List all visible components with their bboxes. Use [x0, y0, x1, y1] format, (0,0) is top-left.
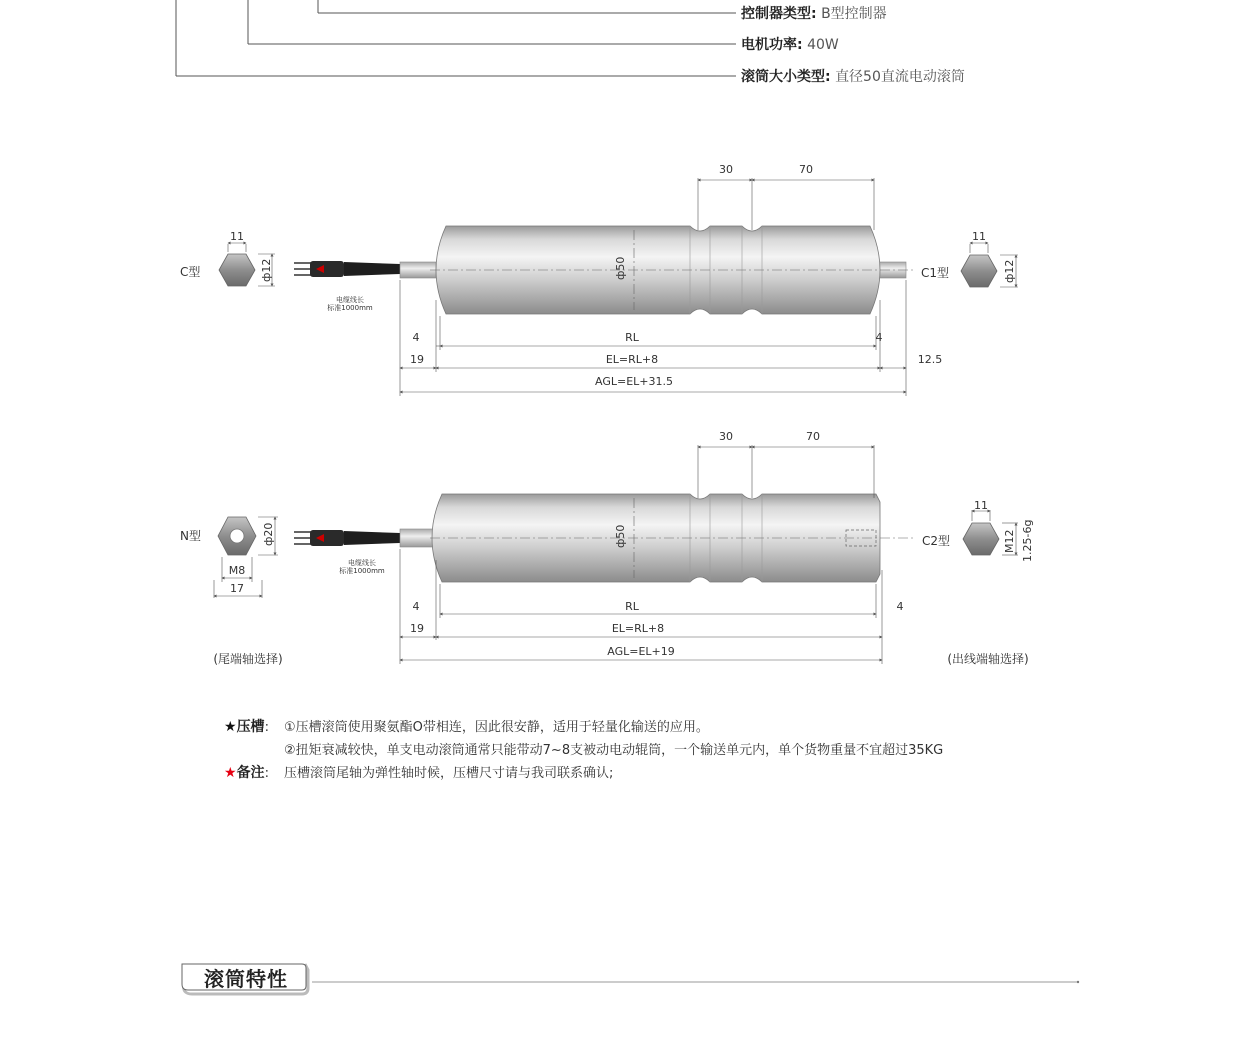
groove-spacing-dim: 30 [719, 430, 733, 443]
caption-tail-shaft: (尾端轴选择) [213, 652, 283, 666]
cable-length-value: 标准1000mm [327, 304, 373, 312]
section-header-bg [178, 958, 1088, 1000]
right-width-dim: 11 [972, 230, 986, 243]
spec-value: 直径50直流电动滚筒 [835, 69, 965, 85]
star-icon: ★ [224, 719, 237, 735]
spec-label: 滚筒大小类型: [741, 69, 831, 85]
dim-agl: AGL=EL+31.5 [595, 375, 673, 388]
cable [294, 530, 400, 546]
note-remark [224, 762, 614, 785]
note-groove-label: 压槽 [236, 719, 265, 735]
right-type-label: C2型 [922, 534, 951, 548]
dim-4-right: 4 [875, 331, 883, 344]
cable-length-value: 标准1000mm [339, 567, 385, 575]
right-width-dim: 11 [974, 499, 988, 512]
left-thread-dim: M8 [228, 564, 246, 577]
dim-19: 19 [410, 353, 424, 366]
right-type-label: C1型 [921, 266, 950, 280]
spec-controller-type [741, 3, 887, 23]
left-hex-end [219, 254, 255, 286]
diagram-2 [180, 430, 1034, 666]
right-diameter-dim: ф12 [1003, 259, 1016, 283]
right-thread-dim: M12 [1003, 529, 1016, 553]
spec-label: 控制器类型: [741, 6, 817, 22]
groove-spacing-dim: 30 [719, 163, 733, 176]
right-thread-spec: 1.25-6g [1021, 519, 1034, 562]
dim-el: EL=RL+8 [611, 622, 665, 635]
roller-drawing [0, 140, 1250, 680]
cable [294, 261, 400, 277]
dim-rl: RL [625, 600, 639, 613]
dim-4-left: 4 [412, 600, 420, 613]
dim-agl: AGL=EL+19 [607, 645, 675, 658]
note-groove-cont [224, 739, 944, 762]
spec-motor-power [741, 34, 839, 54]
spec-label: 电机功率: [741, 37, 803, 53]
right-hex-end [963, 523, 999, 555]
spec-roller-size [741, 66, 965, 86]
dim-19: 19 [410, 622, 424, 635]
left-diameter-dim: ф20 [262, 522, 275, 546]
note-groove [224, 716, 709, 739]
notes [224, 716, 944, 785]
note-colon: : [264, 720, 269, 735]
diagram-1 [180, 163, 1018, 396]
dim-el: EL=RL+8 [605, 353, 659, 366]
dim-4-left: 4 [412, 331, 420, 344]
note-remark-label: 备注 [236, 765, 265, 781]
left-diameter-dim: ф12 [260, 258, 273, 282]
left-width-dim: 11 [230, 230, 244, 243]
dim-4-right: 4 [896, 600, 904, 613]
dim-rl: RL [625, 331, 639, 344]
spec-value: B型控制器 [821, 6, 887, 22]
note-groove-1: ①压槽滚筒使用聚氨酯O带相连，因此很安静，适用于轻量化输送的应用。 [284, 720, 709, 735]
groove-offset-dim: 70 [799, 163, 813, 176]
cable-length-label: 电缆线长 [336, 296, 364, 304]
dim-12-5: 12.5 [917, 353, 943, 366]
cable-length-label: 电缆线长 [348, 559, 376, 567]
note-groove-2: ②扭矩衰减较快，单支电动滚筒通常只能带动7~8支被动电动辊筒，一个输送单元内，单个货物重量不宜超过35KG [284, 743, 944, 758]
caption-outlet-shaft: (出线端轴选择) [947, 652, 1029, 666]
spec-value: 40W [807, 37, 839, 53]
right-hex-end [961, 255, 997, 287]
note-remark-text: 压槽滚筒尾轴为弹性轴时候，压槽尺寸请与我司联系确认; [284, 766, 614, 781]
tube-diameter-dim: ф50 [614, 524, 627, 548]
tube-diameter-dim: ф50 [614, 256, 627, 280]
star-icon: ★ [224, 765, 237, 781]
spec-tree-lines [0, 0, 1250, 100]
groove-offset-dim: 70 [806, 430, 820, 443]
note-colon: : [264, 766, 269, 781]
section-title: 滚筒特性 [204, 967, 288, 991]
left-17-dim: 17 [230, 582, 244, 595]
left-type-label: C型 [180, 265, 201, 279]
left-type-label: N型 [180, 529, 201, 543]
